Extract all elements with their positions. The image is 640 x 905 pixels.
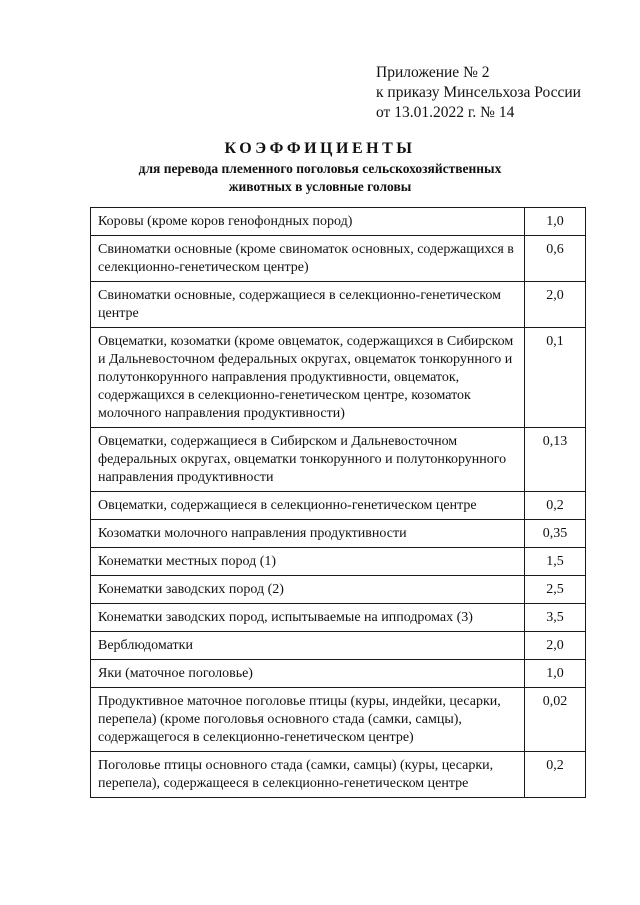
document-title xyxy=(0,138,640,196)
table-row xyxy=(91,328,586,428)
title-subtitle-line1: для перевода племенного поголовья сельскохозяйственных xyxy=(138,161,502,176)
table-row xyxy=(91,282,586,328)
approval-line-appendix: Приложение № 2 xyxy=(376,64,490,81)
coefficient-cell: 2,0 xyxy=(525,632,586,660)
animal-category-cell: Овцематки, содержащиеся в селекционно-генетическом центре xyxy=(91,492,525,520)
table-row xyxy=(91,576,586,604)
coefficient-cell: 2,5 xyxy=(525,576,586,604)
table-row xyxy=(91,604,586,632)
animal-category-cell: Свиноматки основные, содержащиеся в селекционно-генетическом центре xyxy=(91,282,525,328)
title-subtitle-line2: животных в условные головы xyxy=(228,179,412,194)
animal-category-cell: Овцематки, содержащиеся в Сибирском и Дальневосточном федеральных округах, овцематки тонкорунного и полутонкорунного направления продуктивности xyxy=(91,428,525,492)
coefficient-cell: 3,5 xyxy=(525,604,586,632)
approval-line-order: к приказу Минсельхоза России xyxy=(376,84,581,101)
table-row xyxy=(91,520,586,548)
animal-category-cell: Верблюдоматки xyxy=(91,632,525,660)
table-row xyxy=(91,688,586,752)
coefficient-cell: 0,02 xyxy=(525,688,586,752)
table-row xyxy=(91,752,586,798)
coefficient-cell: 2,0 xyxy=(525,282,586,328)
table-row xyxy=(91,632,586,660)
coefficient-cell: 1,0 xyxy=(525,208,586,236)
approval-block xyxy=(376,63,581,123)
animal-category-cell: Козоматки молочного направления продуктивности xyxy=(91,520,525,548)
table-row xyxy=(91,208,586,236)
coefficient-cell: 0,13 xyxy=(525,428,586,492)
table-row xyxy=(91,492,586,520)
animal-category-cell: Конематки заводских пород, испытываемые на ипподромах (3) xyxy=(91,604,525,632)
coefficient-cell: 1,5 xyxy=(525,548,586,576)
table-row xyxy=(91,548,586,576)
coefficient-cell: 0,35 xyxy=(525,520,586,548)
table-row xyxy=(91,428,586,492)
animal-category-cell: Овцематки, козоматки (кроме овцематок, содержащихся в Сибирском и Дальневосточном федеральных округах, овцематок тонкорунного и полутонкорунного направления продуктивности, овцематок, содержащихся в селекционно-генетическом центре, козоматок молочного направления продуктивности) xyxy=(91,328,525,428)
animal-category-cell: Продуктивное маточное поголовье птицы (куры, индейки, цесарки, перепела) (кроме поголовья основного стада (самки, самцы), содержащегося в селекционно-генетическом центре) xyxy=(91,688,525,752)
animal-category-cell: Поголовье птицы основного стада (самки, самцы) (куры, цесарки, перепела), содержащееся в селекционно-генетическом центре xyxy=(91,752,525,798)
title-main: КОЭФФИЦИЕНТЫ xyxy=(224,140,416,157)
coefficient-cell: 0,2 xyxy=(525,492,586,520)
animal-category-cell: Свиноматки основные (кроме свиноматок основных, содержащихся в селекционно-генетическом центре) xyxy=(91,236,525,282)
coefficient-cell: 0,2 xyxy=(525,752,586,798)
coefficient-cell: 1,0 xyxy=(525,660,586,688)
animal-category-cell: Конематки местных пород (1) xyxy=(91,548,525,576)
animal-category-cell: Яки (маточное поголовье) xyxy=(91,660,525,688)
coefficient-cell: 0,6 xyxy=(525,236,586,282)
coefficients-table xyxy=(90,207,586,798)
approval-line-date: от 13.01.2022 г. № 14 xyxy=(376,104,515,121)
coefficient-cell: 0,1 xyxy=(525,328,586,428)
animal-category-cell: Коровы (кроме коров генофондных пород) xyxy=(91,208,525,236)
animal-category-cell: Конематки заводских пород (2) xyxy=(91,576,525,604)
table-row xyxy=(91,236,586,282)
table-row xyxy=(91,660,586,688)
